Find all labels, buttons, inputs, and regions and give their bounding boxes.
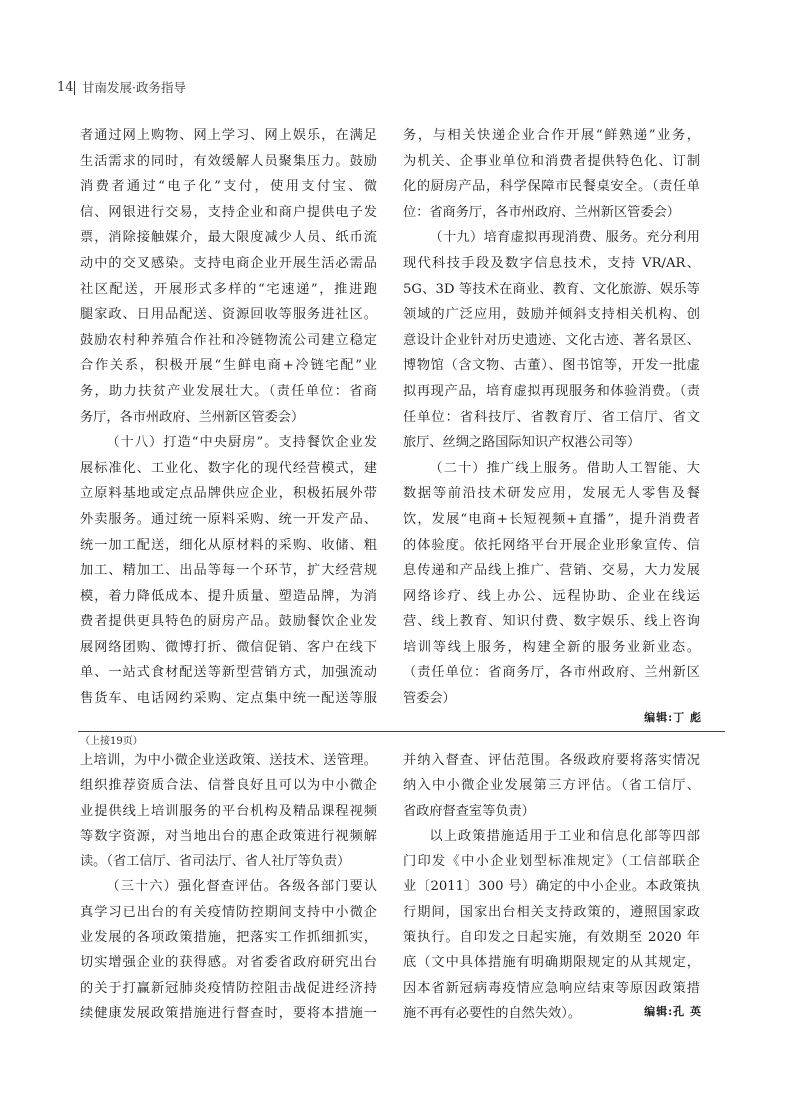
text-line: 门印发《中小企业划型标准规定》（工信部联企 [403, 854, 700, 870]
text-line: 等数字资源，对当地出台的惠企政策进行视频解 [80, 828, 377, 844]
text-line: 单、一站式食材配送等新型营销方式，加强流动 [80, 665, 377, 681]
text-line: 培训等线上服务，构建全新的服务业新业态。 [403, 639, 700, 655]
top-left-column [80, 123, 377, 712]
text-line: 因本省新冠病毒疫情应急响应结束等原因政策措 [403, 980, 700, 996]
text-line: 底（文中具体措施有明确期限规定的从其规定， [403, 955, 700, 971]
text-line: 生活需求的同时，有效缓解人员聚集压力。鼓励 [80, 153, 377, 169]
text-line: 网络诊疗、线上办公、远程协助、企业在线运 [403, 588, 700, 604]
text-line: 业〔2011〕300 号）确定的中小企业。本政策执 [403, 879, 700, 895]
text-line: 续健康发展政策措施进行督查时，要将本措施一 [80, 1005, 377, 1021]
text-line: 数据等前沿技术研发应用，发展无人零售及餐 [403, 486, 700, 502]
text-line: （责任单位：省商务厅，各市州政府、兰州新区 [403, 665, 700, 681]
top-right-column [403, 123, 700, 712]
publication-title: 甘南发展·政务指导 [82, 80, 186, 95]
text-line: 化的厨房产品，科学保障市民餐桌安全。（责任单 [403, 179, 700, 195]
continued-from-note: （上接19页） [80, 736, 143, 747]
text-line: 拟再现产品，培育虚拟再现服务和体验消费。（责 [403, 383, 700, 399]
text-line: 任单位：省科技厅、省教育厅、省工信厅、省文 [403, 409, 700, 425]
text-line: 行期间，国家出台相关支持政策的，遵照国家政 [403, 904, 700, 920]
text-line: 意设计企业针对历史遗迹、文化古迹、著名景区、 [403, 332, 700, 348]
text-line: 消费者通过“电子化”支付，使用支付宝、微 [80, 179, 377, 195]
text-line: 博物馆（含文物、古董）、图书馆等，开发一批虚 [403, 358, 700, 374]
text-line: （二十）推广线上服务。借助人工智能、大 [429, 460, 700, 476]
text-line: 旅厅、丝绸之路国际知识产权港公司等） [403, 435, 641, 451]
text-line: 腿家政、日用品配送、资源回收等服务进社区。 [80, 307, 377, 323]
text-line: 模，着力降低成本、提升质量、塑造品牌，为消 [80, 588, 377, 604]
editor-credit: 编辑:孔 英 [644, 1005, 702, 1018]
text-line: 务厅，各市州政府、兰州新区管委会） [80, 409, 305, 425]
text-line: 切实增强企业的获得感。对省委省政府研究出台 [80, 955, 377, 971]
text-line: 展网络团购、微博打折、微信促销、客户在线下 [80, 639, 377, 655]
text-line: 省政府督查室等负责） [403, 803, 535, 819]
text-line: 领域的广泛应用，鼓励并倾斜支持相关机构、创 [403, 307, 700, 323]
text-line: 策执行。自印发之日起实施，有效期至 2020 年 [403, 930, 700, 946]
text-line: 施不再有必要性的自然失效）。 [403, 1005, 582, 1021]
text-line: 位：省商务厅，各市州政府、兰州新区管委会） [403, 204, 680, 220]
text-line: 息传递和产品线上推广、营销、交易，大力发展 [403, 563, 700, 579]
text-line: 社区配送，开展形式多样的“宅速递”，推进跑 [80, 281, 377, 297]
bottom-left-column [80, 748, 377, 1026]
text-line: 纳入中小微企业发展第三方评估。（省工信厅、 [403, 778, 700, 794]
text-line: 动中的交叉感染。支持电商企业开展生活必需品 [80, 255, 377, 271]
text-line: 的关于打赢新冠肺炎疫情防控阻击战促进经济持 [80, 980, 377, 996]
editor-credit: 编辑:丁 彪 [644, 711, 702, 724]
text-line: 售货车、电话网约采购、定点集中统一配送等服 [80, 691, 377, 707]
text-line: 票，消除接触媒介，最大限度减少人员、纸币流 [80, 230, 377, 246]
text-line: 业发展的各项政策措施，把落实工作抓细抓实， [80, 930, 377, 946]
text-line: 的体验度。依托网络平台开展企业形象宣传、信 [403, 537, 700, 553]
section-divider [78, 731, 725, 732]
text-line: 以上政策措施适用于工业和信息化部等四部 [429, 828, 700, 844]
text-line: 务，助力扶贫产业发展壮大。（责任单位：省商 [80, 383, 377, 399]
text-line: 务，与相关快递企业合作开展“鲜熟递”业务， [403, 128, 700, 143]
text-line: 费者提供更具特色的厨房产品。鼓励餐饮企业发 [80, 614, 377, 630]
text-line: 上培训，为中小微企业送政策、送技术、送管理。 [80, 753, 377, 768]
text-line: 为机关、企事业单位和消费者提供特色化、订制 [403, 153, 700, 169]
text-line: 管委会） [403, 691, 456, 707]
text-line: 鼓励农村种养殖合作社和冷链物流公司建立稳定 [80, 332, 377, 348]
text-line: 真学习已出台的有关疫情防控期间支持中小微企 [80, 904, 377, 920]
text-line: （三十六）强化督查评估。各级各部门要认 [106, 879, 377, 895]
text-line: 合作关系，积极开展“生鲜电商+冷链宅配”业 [80, 358, 377, 374]
text-line: 组织推荐资质合法、信誉良好且可以为中小微企 [80, 778, 377, 794]
text-line: 信、网银进行交易，支持企业和商户提供电子发 [80, 204, 377, 220]
text-line: 统一加工配送，细化从原材料的采购、收储、粗 [80, 537, 377, 553]
text-line: （十九）培育虚拟再现消费、服务。充分利用 [429, 230, 700, 246]
text-line: 营、线上教育、知识付费、数字娱乐、线上咨询 [403, 614, 700, 630]
text-line: 业提供线上培训服务的平台机构及精品课程视频 [80, 803, 377, 819]
text-line: 饮，发展“电商+长短视频+直播”，提升消费者 [403, 511, 700, 527]
text-line: 展标准化、工业化、数字化的现代经营模式，建 [80, 460, 377, 476]
bottom-right-column [403, 748, 700, 1026]
text-line: 者通过网上购物、网上学习、网上娱乐，在满足 [80, 128, 377, 143]
text-line: 外卖服务。通过统一原料采购、统一开发产品、 [80, 511, 377, 527]
page-number: 14 [57, 80, 74, 95]
text-line: 立原料基地或定点品牌供应企业，积极拓展外带 [80, 486, 377, 502]
text-line: （十八）打造“中央厨房”。支持餐饮企业发 [106, 435, 377, 451]
text-line: 5G、3D 等技术在商业、教育、文化旅游、娱乐等 [403, 281, 700, 297]
text-line: 现代科技手段及数字信息技术，支持 VR/AR、 [403, 255, 700, 271]
text-line: 读。（省工信厅、省司法厅、省人社厅等负责） [80, 854, 351, 870]
header-separator [74, 81, 75, 95]
text-line: 加工、精加工、出品等每一个环节，扩大经营规 [80, 563, 377, 579]
text-line: 并纳入督查、评估范围。各级政府要将落实情况 [403, 753, 700, 768]
